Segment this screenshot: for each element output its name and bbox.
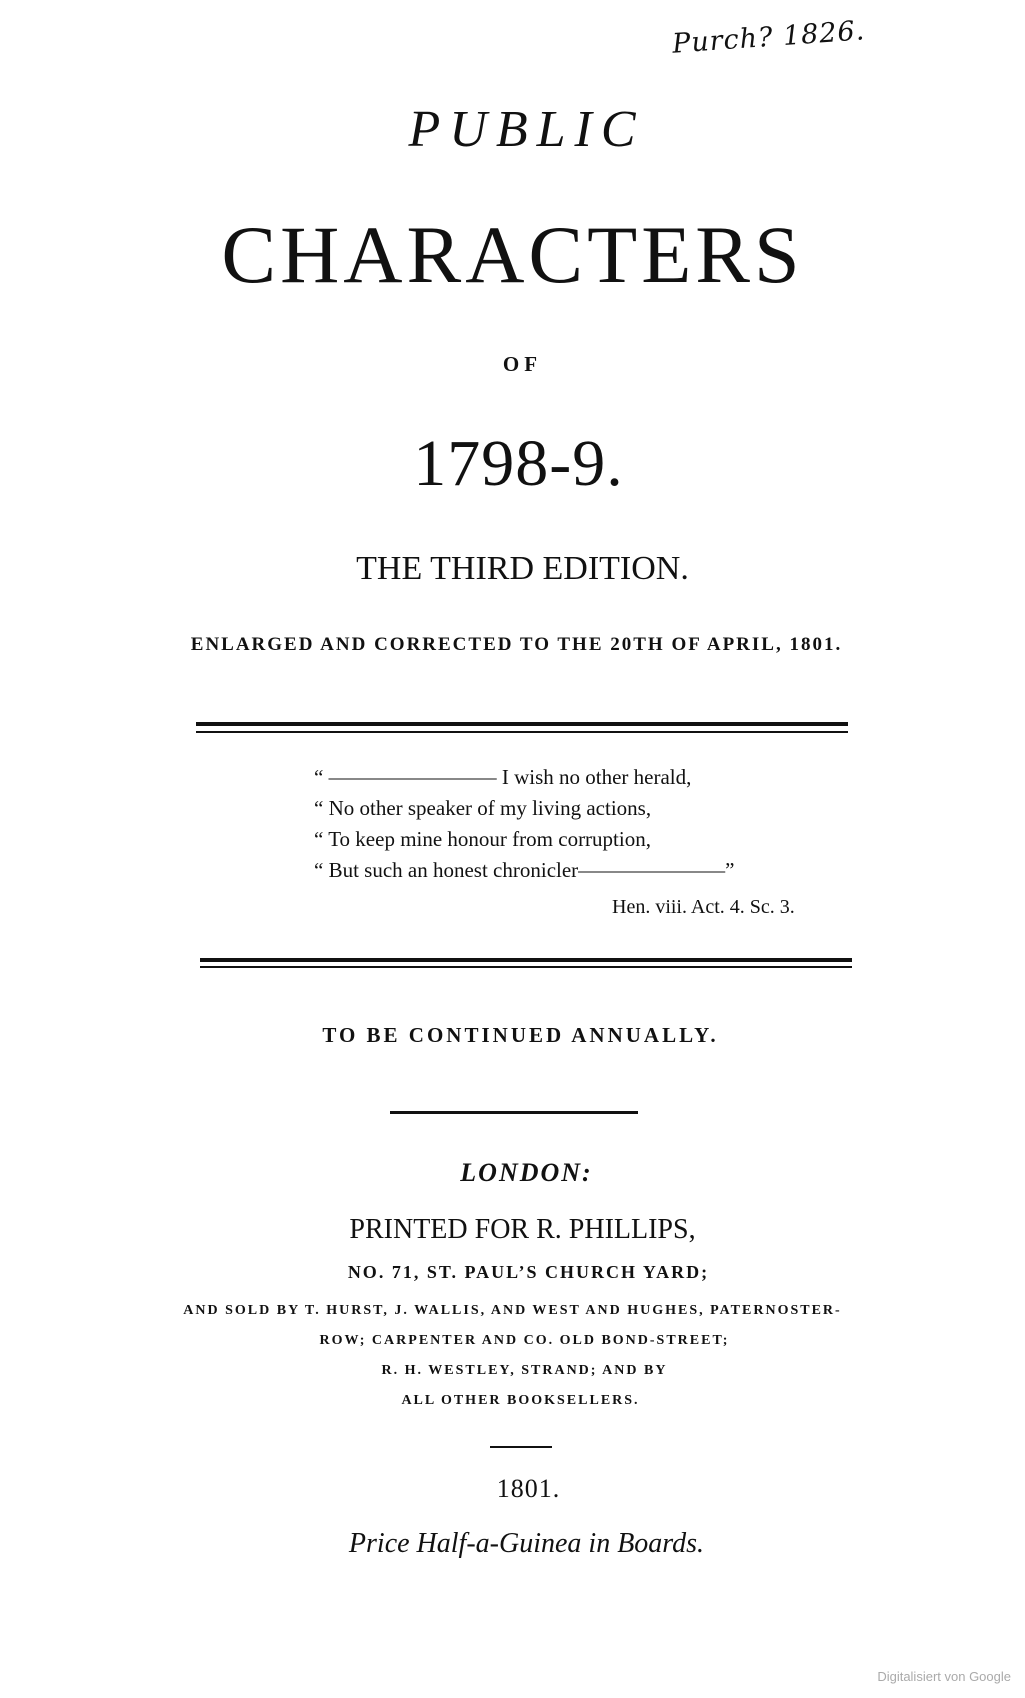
- digitization-watermark: Digitalisiert von Google: [877, 1669, 1011, 1684]
- double-rule-top-a: [196, 722, 848, 726]
- title-characters: CHARACTERS: [221, 209, 804, 300]
- imprint-price: Price Half-a-Guinea in Boards.: [348, 1528, 705, 1559]
- imprint-city: LONDON:: [460, 1158, 593, 1187]
- epigraph-citation: Hen. viii. Act. 4. Sc. 3.: [612, 896, 795, 918]
- title-public: PUBLIC: [408, 101, 645, 158]
- imprint-sold-line: R. H. WESTLEY, STRAND; AND BY: [381, 1363, 668, 1378]
- epigraph: [314, 762, 735, 886]
- imprint-address: NO. 71, ST. PAUL’S CHURCH YARD;: [347, 1262, 710, 1282]
- epigraph-line: “ But such an honest chronicler———————”: [314, 858, 735, 882]
- title-of: OF: [502, 352, 543, 376]
- edition-line: THE THIRD EDITION.: [356, 550, 689, 587]
- continued-line: TO BE CONTINUED ANNUALLY.: [322, 1023, 719, 1047]
- imprint-sold-line: AND SOLD BY T. HURST, J. WALLIS, AND WEST AND HUGHES, PATERNOSTER-: [183, 1303, 842, 1318]
- double-rule-bottom-b: [200, 966, 852, 968]
- imprint-sold-line: ALL OTHER BOOKSELLERS.: [401, 1393, 640, 1408]
- enlarged-line: ENLARGED AND CORRECTED TO THE 20TH OF APRIL, 1801.: [190, 634, 843, 655]
- short-rule: [390, 1111, 638, 1114]
- imprint-printed: PRINTED FOR R. PHILLIPS,: [349, 1214, 696, 1245]
- imprint-sold-line: ROW; CARPENTER AND CO. OLD BOND-STREET;: [319, 1333, 730, 1348]
- imprint-year: 1801.: [496, 1474, 561, 1503]
- double-rule-bottom-a: [200, 958, 852, 962]
- double-rule-top-b: [196, 731, 848, 733]
- handwritten-annotation: Purch? 1826.: [671, 15, 867, 60]
- epigraph-line: “ No other speaker of my living actions,: [314, 796, 652, 820]
- title-year: 1798-9.: [413, 427, 624, 500]
- tiny-rule: [490, 1446, 552, 1448]
- epigraph-line: “ To keep mine honour from corruption,: [314, 827, 651, 851]
- epigraph-line: “ ———————— I wish no other herald,: [314, 765, 692, 789]
